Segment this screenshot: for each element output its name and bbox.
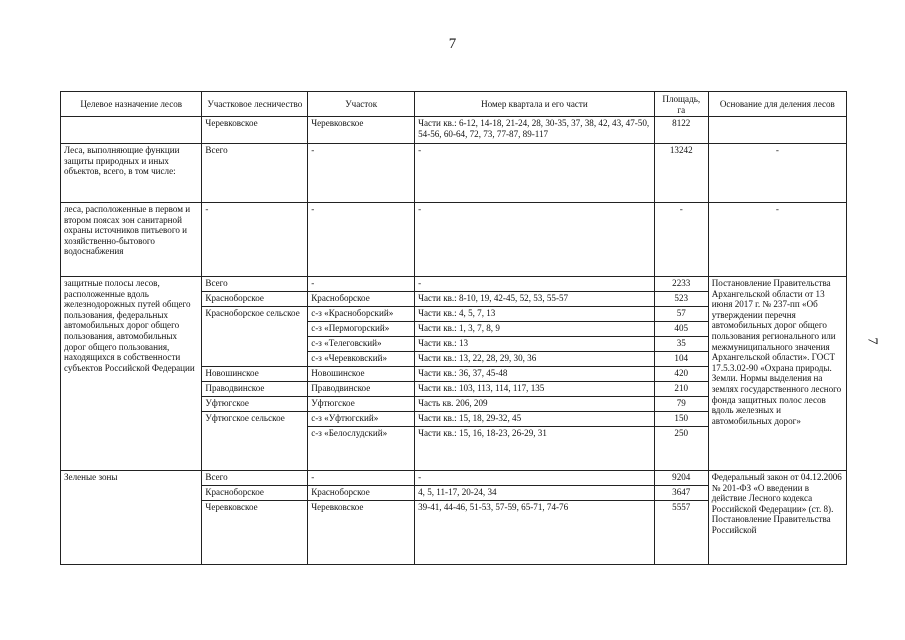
quarters-cell: Части кв.: 36, 37, 45-48 [415,367,655,382]
quarters-cell: 4, 5, 11-17, 20-24, 34 [415,486,655,501]
quarters-cell: Части кв.: 1, 3, 7, 8, 9 [415,322,655,337]
area-cell: 57 [654,307,708,322]
plot-cell: - [308,277,415,292]
district-cell: Всего [202,277,308,292]
table-header-row [61,92,847,117]
area-cell: 210 [654,382,708,397]
plot-cell: - [308,203,415,277]
header-purpose: Целевое назначение лесов [61,92,202,117]
header-plot: Участок [308,92,415,117]
quarters-cell: - [415,203,655,277]
area-cell: 104 [654,352,708,367]
quarters-cell: Части кв.: 4, 5, 7, 13 [415,307,655,322]
plot-cell: Черевковское [308,117,415,144]
purpose-cell: защитные полосы лесов, расположенные вдоль железнодорожных путей общего пользования, федеральных автомобильных дорог общего пользования, автомобильных дорог общего пользования, находящихся в собственности субъектов Российской Федерации [61,277,202,471]
basis-cell: - [708,144,846,203]
area-cell: - [654,203,708,277]
plot-cell: Черевковское [308,501,415,565]
plot-cell: с-з «Телеговский» [308,337,415,352]
district-cell: Черевковское [202,117,308,144]
area-cell: 35 [654,337,708,352]
area-cell: 420 [654,367,708,382]
basis-cell [708,117,846,144]
table-row [61,277,847,292]
plot-cell: Красноборское [308,486,415,501]
district-cell: Красноборское [202,292,308,307]
quarters-cell: - [415,144,655,203]
district-cell: Уфтюгское сельское [202,412,308,471]
area-cell: 2233 [654,277,708,292]
plot-cell: с-з «Уфтюгский» [308,412,415,427]
plot-cell: с-з «Черевковский» [308,352,415,367]
quarters-cell: Части кв.: 15, 18, 29-32, 45 [415,412,655,427]
area-cell: 150 [654,412,708,427]
table-row [61,203,847,277]
area-cell: 5557 [654,501,708,565]
plot-cell: Новошинское [308,367,415,382]
plot-cell: Праводвинское [308,382,415,397]
basis-cell: - [708,203,846,277]
district-cell: Красноборское [202,486,308,501]
quarters-cell: Части кв.: 6-12, 14-18, 21-24, 28, 30-35, 37, 38, 42, 43, 47-50, 54-56, 60-64, 72, 73, 77-87, 89-117 [415,117,655,144]
plot-cell: с-з «Пермогорский» [308,322,415,337]
area-cell: 405 [654,322,708,337]
plot-cell: - [308,471,415,486]
basis-cell: Постановление Правительства Архангельской области от 13 июня 2017 г. № 237-пп «Об утверждении перечня автомобильных дорог общего пользования регионального или межмуниципального значения Архангельской области». ГОСТ 17.5.3.02-90 «Охрана природы. Земли. Нормы выделения на землях государственного лесного фонда защитных полос лесов вдоль железных и автомобильных дорог» [708,277,846,471]
district-cell: Всего [202,471,308,486]
plot-cell: - [308,144,415,203]
district-cell: Новошинское [202,367,308,382]
district-cell: Уфтюгское [202,397,308,412]
purpose-cell: Леса, выполняющие функции защиты природных и иных объектов, всего, в том числе: [61,144,202,203]
district-cell: - [202,203,308,277]
page-number: 7 [448,36,457,52]
basis-cell: Федеральный закон от 04.12.2006 № 201-ФЗ «О введении в действие Лесного кодекса Российской Федерации» (ст. 8). Постановление Правительства Российской [708,471,846,565]
table-row [61,471,847,486]
plot-cell: Уфтюгское [308,397,415,412]
quarters-cell: Части кв.: 15, 16, 18-23, 26-29, 31 [415,427,655,471]
district-cell: Всего [202,144,308,203]
purpose-cell: Зеленые зоны [61,471,202,565]
quarters-cell: - [415,277,655,292]
side-page-number: 7 [864,337,880,345]
area-cell: 3647 [654,486,708,501]
area-cell: 523 [654,292,708,307]
quarters-cell: Часть кв. 206, 209 [415,397,655,412]
header-area: Площадь, га [654,92,708,117]
table-row [61,117,847,144]
quarters-cell: Части кв.: 103, 113, 114, 117, 135 [415,382,655,397]
district-cell: Праводвинское [202,382,308,397]
district-cell: Красноборское сельское [202,307,308,367]
table-row [61,144,847,203]
header-basis: Основание для деления лесов [708,92,846,117]
quarters-cell: Части кв.: 13, 22, 28, 29, 30, 36 [415,352,655,367]
area-cell: 250 [654,427,708,471]
area-cell: 79 [654,397,708,412]
purpose-cell [61,117,202,144]
plot-cell: с-з «Красноборский» [308,307,415,322]
area-cell: 13242 [654,144,708,203]
plot-cell: с-з «Белослудский» [308,427,415,471]
header-district: Участковое лесничество [202,92,308,117]
area-cell: 9204 [654,471,708,486]
district-cell: Черевковское [202,501,308,565]
quarters-cell: Части кв.: 8-10, 19, 42-45, 52, 53, 55-57 [415,292,655,307]
quarters-cell: - [415,471,655,486]
forest-division-table [60,91,847,565]
quarters-cell: Части кв.: 13 [415,337,655,352]
quarters-cell: 39-41, 44-46, 51-53, 57-59, 65-71, 74-76 [415,501,655,565]
header-quarters: Номер квартала и его части [415,92,655,117]
plot-cell: Красноборское [308,292,415,307]
area-cell: 8122 [654,117,708,144]
purpose-cell: леса, расположенные в первом и втором поясах зон санитарной охраны источников питьевого и хозяйственно-бытового водоснабжения [61,203,202,277]
